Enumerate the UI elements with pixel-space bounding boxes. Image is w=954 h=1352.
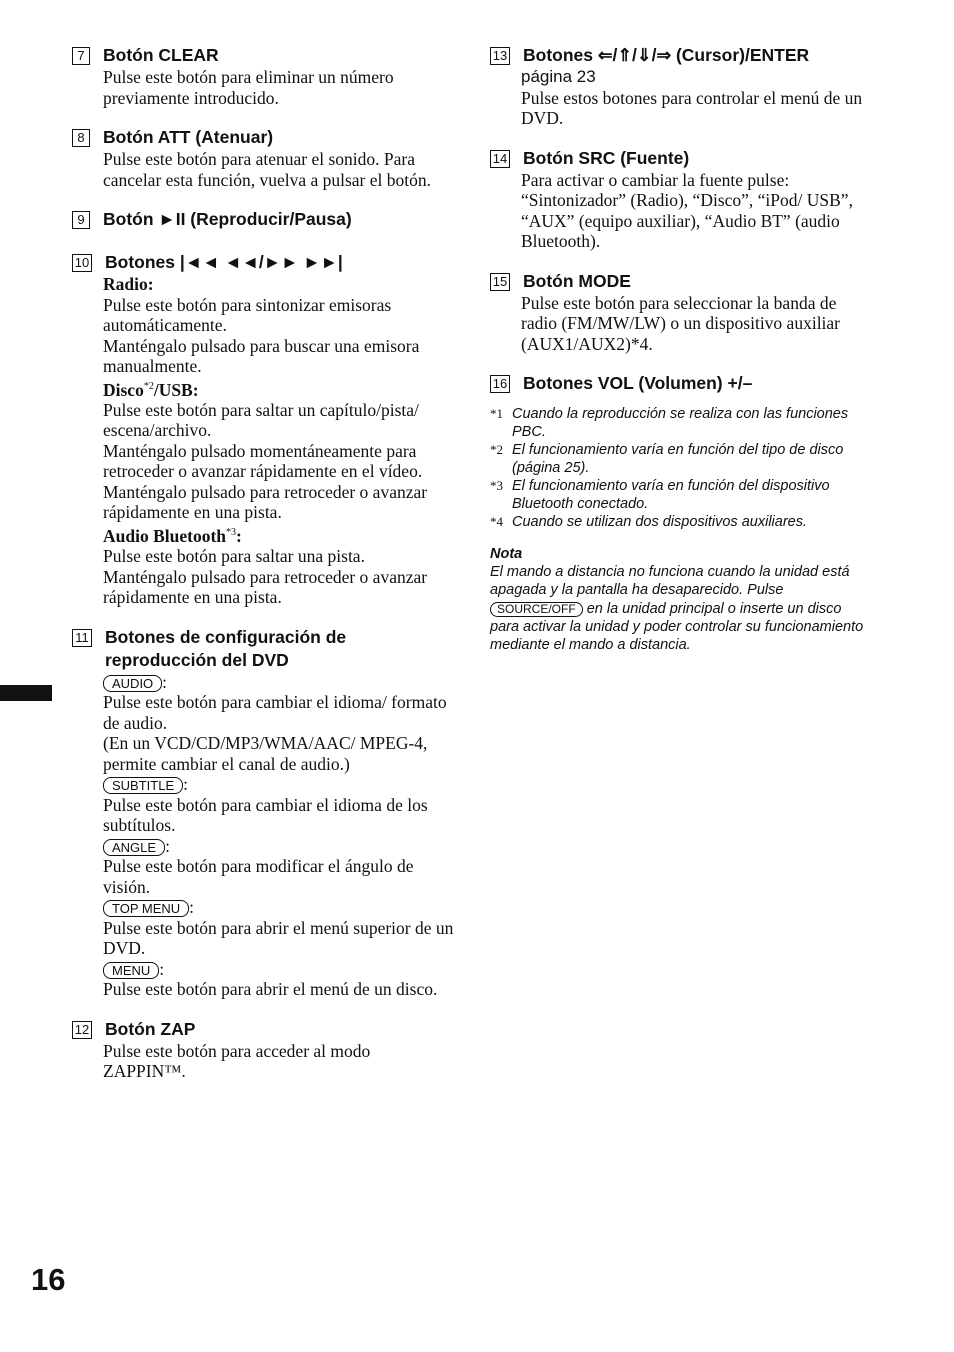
subtitle-text: Pulse este botón para cambiar el idioma de los subtítulos.	[103, 794, 428, 836]
footnote-mark: *1	[490, 406, 503, 421]
footnote-mark: *4	[490, 514, 503, 529]
menu-button: MENU	[103, 962, 159, 979]
audio-note: (En un VCD/CD/MP3/WMA/AAC/ MPEG-4, permite cambiar el canal de audio.)	[103, 733, 428, 774]
footnote	[490, 513, 870, 531]
footnote-text: El funcionamiento varía en función del dispositivo Bluetooth conectado.	[512, 478, 830, 512]
note-text: en la unidad principal o inserte un disco para activar la unidad y poder controlar su funcionamiento mediante el mando a distancia.	[490, 600, 864, 654]
item-vol	[490, 372, 870, 395]
page-reference: página 23	[521, 67, 596, 86]
right-column	[490, 44, 870, 654]
item-cursor-enter	[490, 44, 870, 129]
footnote	[490, 405, 870, 441]
disco-text-1: Pulse este botón para saltar un capítulo/pista/ escena/archivo.	[103, 399, 419, 441]
item-number: 7	[72, 47, 90, 65]
disco-text-2: Manténgalo pulsado momentáneamente para retroceder o avanzar rápidamente en el vídeo.	[103, 440, 423, 482]
item-number: 14	[490, 150, 510, 168]
item-number: 11	[72, 629, 92, 647]
item-zap	[72, 1018, 457, 1082]
item-dvd-config	[72, 626, 457, 1000]
note-title: Nota	[490, 546, 523, 562]
item-number: 10	[72, 254, 92, 272]
item-title: Botones VOL (Volumen) +/–	[523, 373, 753, 393]
footnote-mark: *3	[490, 478, 503, 493]
radio-label: Radio:	[103, 274, 154, 294]
item-clear	[72, 44, 457, 108]
item-number: 9	[72, 211, 90, 229]
footnote-ref: *2	[143, 380, 154, 392]
left-column	[72, 44, 457, 1100]
item-title: Botón ►II (Reproducir/Pausa)	[103, 209, 352, 229]
disco-label: Disco	[103, 379, 144, 400]
item-title: Botones ⇐/⇑/⇓/⇒ (Cursor)/ENTER	[523, 45, 810, 65]
audio-button: AUDIO	[103, 675, 162, 692]
bt-label: Audio Bluetooth	[103, 525, 227, 546]
item-title: Botón MODE	[523, 270, 631, 291]
item-title: Botón ZAP	[105, 1018, 196, 1039]
angle-button: ANGLE	[103, 839, 165, 856]
item-text: Pulse este botón para seleccionar la banda de radio (FM/MW/LW) o un dispositivo auxiliar (AUX1/AUX2)*4.	[521, 292, 841, 354]
item-title: Botón ATT (Atenuar)	[103, 127, 274, 147]
top-menu-button: TOP MENU	[103, 900, 189, 917]
bt-text-1: Pulse este botón para saltar una pista.	[103, 546, 365, 567]
item-src	[490, 147, 870, 252]
item-att	[72, 126, 457, 190]
note-text: El mando a distancia no funciona cuando la unidad está apagada y la pantalla ha desaparecido. Pulse	[490, 564, 850, 599]
item-text: Para activar o cambiar la fuente pulse: “Sintonizador” (Radio), “Disco”, “iPod/ USB”, “AUX” (equipo auxiliar), “Audio BT” (audio Bluetooth).	[521, 169, 853, 251]
radio-text-1: Pulse este botón para sintonizar emisoras automáticamente.	[103, 294, 392, 335]
colon: :	[236, 525, 242, 546]
item-number: 15	[490, 273, 510, 291]
item-play-pause	[72, 208, 457, 231]
footnote	[490, 441, 870, 477]
source-off-button: SOURCE/OFF	[490, 602, 583, 617]
angle-text: Pulse este botón para modificar el ángulo de visión.	[103, 856, 414, 897]
colon: :	[183, 774, 188, 795]
colon: :	[162, 671, 168, 692]
disco-text-3: Manténgalo pulsado para retroceder o avanzar rápidamente en una pista.	[103, 481, 428, 523]
colon: :	[189, 897, 195, 918]
colon: :	[159, 958, 165, 979]
footnote-mark: *2	[490, 442, 503, 457]
note-body	[490, 563, 870, 654]
item-title: Botón SRC (Fuente)	[523, 147, 690, 168]
top-menu-text: Pulse este botón para abrir el menú superior de un DVD.	[103, 917, 454, 959]
footnotes	[490, 405, 870, 531]
item-skip-buttons	[72, 251, 457, 608]
bt-text-2: Manténgalo pulsado para retroceder o avanzar rápidamente en una pista.	[103, 566, 428, 608]
item-number: 16	[490, 375, 510, 393]
item-text: Pulse este botón para acceder al modo ZAPPIN™.	[103, 1040, 371, 1082]
colon: :	[165, 835, 170, 856]
audio-text: Pulse este botón para cambiar el idioma/ formato de audio.	[103, 692, 447, 733]
menu-text: Pulse este botón para abrir el menú de un disco.	[103, 979, 438, 1000]
item-mode	[490, 270, 870, 355]
item-text: Pulse este botón para eliminar un número previamente introducido.	[103, 67, 394, 108]
footnote-text: El funcionamiento varía en función del tipo de disco (página 25).	[512, 442, 844, 476]
footnote	[490, 477, 870, 513]
item-title: Botón CLEAR	[103, 45, 219, 65]
radio-text-2: Manténgalo pulsado para buscar una emisora manualmente.	[103, 335, 420, 376]
item-text: Pulse este botón para atenuar el sonido. Para cancelar esta función, vuelva a pulsar el botón.	[103, 149, 431, 190]
item-number: 13	[490, 47, 510, 65]
footnote-text: Cuando la reproducción se realiza con las funciones PBC.	[512, 406, 849, 440]
item-title: Botones de configuración de reproducción del DVD	[105, 626, 347, 670]
footnote-ref: *3	[226, 526, 237, 538]
section-tab-marker	[0, 685, 52, 701]
footnote-text: Cuando se utilizan dos dispositivos auxiliares.	[512, 514, 807, 530]
item-number: 12	[72, 1021, 92, 1039]
item-title: Botones |◄◄ ◄◄/►► ►►|	[105, 252, 343, 272]
usb-label: /USB:	[153, 379, 199, 400]
item-text: Pulse estos botones para controlar el menú de un DVD.	[521, 87, 863, 128]
item-number: 8	[72, 129, 90, 147]
page-number: 16	[31, 1262, 66, 1297]
subtitle-button: SUBTITLE	[103, 777, 183, 794]
